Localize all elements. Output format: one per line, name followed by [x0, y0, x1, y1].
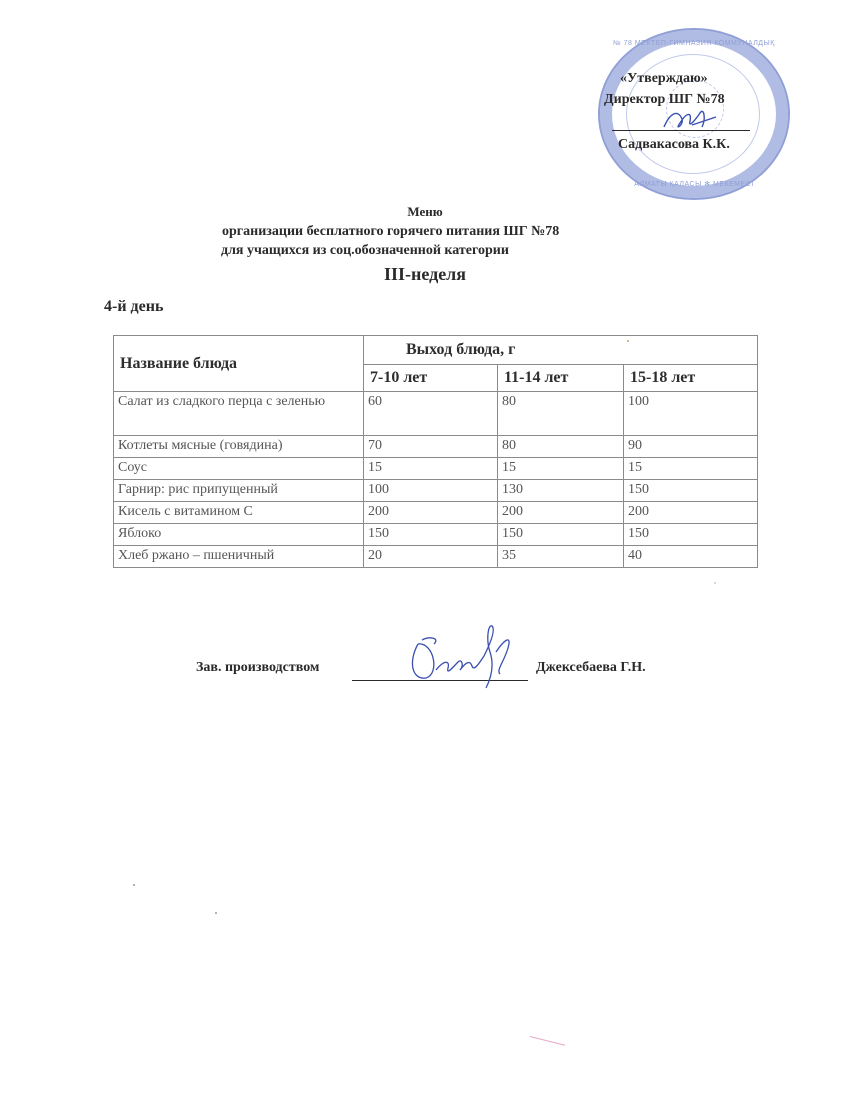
- column-header-dish: Название блюда: [114, 336, 364, 392]
- yield-15-18: 150: [624, 524, 758, 546]
- yield-15-18: 15: [624, 458, 758, 480]
- yield-7-10: 20: [364, 546, 498, 568]
- scan-speck: [627, 340, 629, 342]
- scan-speck: [714, 582, 716, 584]
- dish-name: Соус: [114, 458, 364, 480]
- yield-11-14: 15: [498, 458, 624, 480]
- dish-name: Кисель с витамином С: [114, 502, 364, 524]
- yield-11-14: 35: [498, 546, 624, 568]
- yield-7-10: 70: [364, 436, 498, 458]
- column-header-age-7-10: 7-10 лет: [364, 365, 498, 392]
- document-audience: для учащихся из соц.обозначенной категории: [221, 243, 509, 258]
- dish-name: Хлеб ржано – пшеничный: [114, 546, 364, 568]
- yield-15-18: 100: [624, 392, 758, 436]
- stamp-text-bottom: АЛМАТЫ ҚАЛАСЫ ✻ МЕКЕМЕСІ: [634, 181, 754, 188]
- week-label: III-неделя: [383, 264, 467, 284]
- yield-15-18: 150: [624, 480, 758, 502]
- dish-name: Салат из сладкого перца с зеленью: [114, 392, 364, 436]
- scan-speck: [215, 912, 217, 914]
- yield-11-14: 200: [498, 502, 624, 524]
- signer-role: Зав. производством: [196, 660, 320, 675]
- scan-speck: [133, 884, 135, 886]
- yield-15-18: 40: [624, 546, 758, 568]
- approver-title: Директор ШГ №78: [604, 92, 725, 107]
- yield-11-14: 130: [498, 480, 624, 502]
- table-row: [114, 524, 758, 546]
- table-row: [114, 436, 758, 458]
- table-row: [114, 502, 758, 524]
- dish-name: Котлеты мясные (говядина): [114, 436, 364, 458]
- approver-name: Садвакасова К.К.: [618, 137, 730, 152]
- yield-15-18: 200: [624, 502, 758, 524]
- table-row: [114, 480, 758, 502]
- yield-7-10: 15: [364, 458, 498, 480]
- yield-7-10: 60: [364, 392, 498, 436]
- column-header-age-15-18: 15-18 лет: [624, 365, 758, 392]
- yield-7-10: 100: [364, 480, 498, 502]
- document-title: Меню: [407, 204, 443, 219]
- dish-name: Яблоко: [114, 524, 364, 546]
- day-label: 4-й день: [104, 298, 164, 315]
- dish-name: Гарнир: рис припущенный: [114, 480, 364, 502]
- table-row: [114, 458, 758, 480]
- table-header-row: [114, 336, 758, 365]
- column-header-yield: Выход блюда, г: [364, 336, 758, 365]
- yield-7-10: 150: [364, 524, 498, 546]
- yield-11-14: 150: [498, 524, 624, 546]
- menu-table: [113, 335, 758, 568]
- table-row: [114, 546, 758, 568]
- column-header-age-11-14: 11-14 лет: [498, 365, 624, 392]
- signer-name: Джексебаева Г.Н.: [536, 660, 646, 675]
- approval-heading: «Утверждаю»: [620, 71, 708, 86]
- yield-15-18: 90: [624, 436, 758, 458]
- yield-11-14: 80: [498, 392, 624, 436]
- document-subtitle: организации бесплатного горячего питания ШГ №78: [222, 224, 560, 239]
- yield-7-10: 200: [364, 502, 498, 524]
- manager-signature-icon: [400, 622, 530, 692]
- yield-11-14: 80: [498, 436, 624, 458]
- director-signature-icon: [660, 105, 720, 135]
- scan-mark: [530, 1036, 565, 1046]
- table-row: [114, 392, 758, 436]
- stamp-text-top: № 78 МЕКТЕП-ГИМНАЗИЯ КОММУНАЛДЫҚ: [613, 40, 775, 47]
